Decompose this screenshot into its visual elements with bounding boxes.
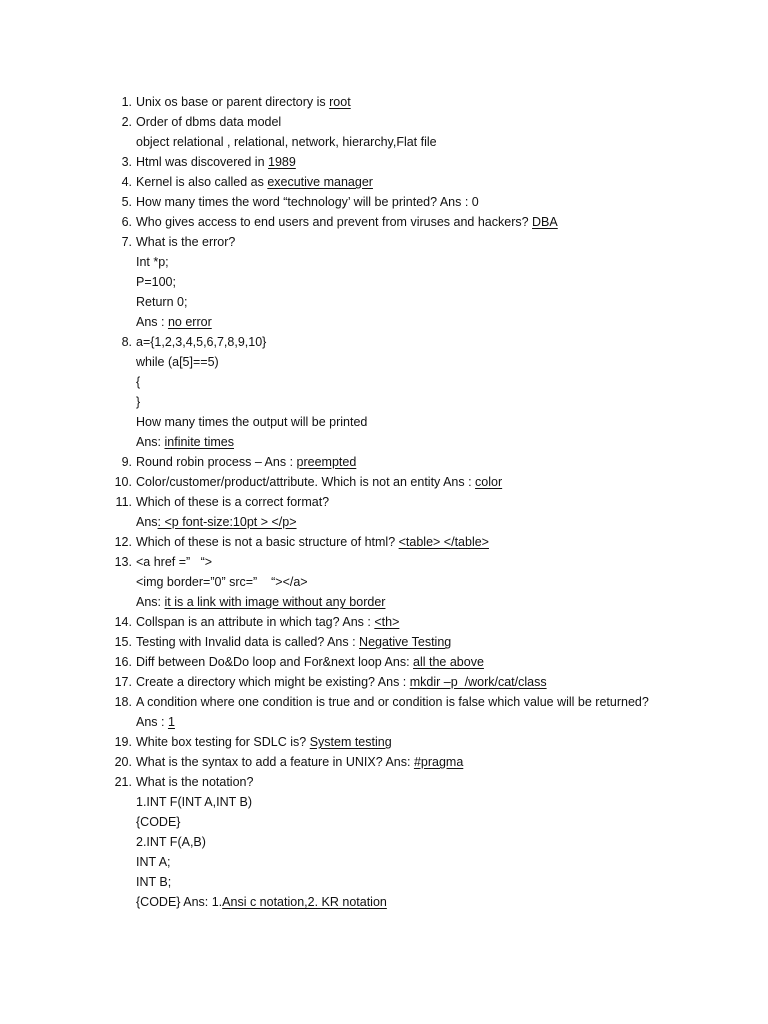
answer-underlined: System testing bbox=[309, 735, 392, 749]
text-segment: Diff between Do&Do loop and For&next loop Ans: bbox=[136, 655, 414, 669]
line-text bbox=[136, 92, 351, 112]
list-number: 17. bbox=[114, 675, 132, 689]
line-text bbox=[136, 452, 356, 472]
question-line bbox=[110, 232, 760, 252]
line-text bbox=[136, 592, 385, 612]
list-number: 14. bbox=[114, 615, 132, 629]
text-segment: A condition where one condition is true and or condition is false which value will be returned? bbox=[136, 695, 649, 709]
list-number: 20. bbox=[114, 755, 132, 769]
line-text bbox=[136, 312, 212, 332]
continuation-line bbox=[110, 392, 760, 412]
list-number: 16. bbox=[114, 655, 132, 669]
text-segment: Return 0; bbox=[136, 295, 188, 309]
list-number: 11. bbox=[115, 495, 132, 509]
continuation-line bbox=[110, 852, 760, 872]
text-segment: Ans : bbox=[136, 315, 168, 329]
question-line bbox=[110, 112, 760, 132]
list-number: 8. bbox=[121, 335, 132, 349]
text-segment: Ans : bbox=[136, 715, 168, 729]
line-text bbox=[136, 692, 649, 712]
continuation-line bbox=[110, 512, 760, 532]
list-number: 13. bbox=[114, 555, 132, 569]
text-segment: <img border=”0” src=” “></a> bbox=[136, 575, 308, 589]
continuation-line bbox=[110, 832, 760, 852]
continuation-line bbox=[110, 872, 760, 892]
text-segment: Testing with Invalid data is called? Ans : bbox=[136, 635, 360, 649]
text-segment: INT B; bbox=[136, 875, 172, 889]
text-segment: Int *p; bbox=[136, 255, 169, 269]
line-text bbox=[136, 472, 502, 492]
continuation-line bbox=[110, 372, 760, 392]
line-text bbox=[136, 792, 252, 812]
answer-underlined: Ansi c notation,2. KR notation bbox=[222, 895, 387, 909]
text-segment: Ans bbox=[136, 515, 158, 529]
text-segment: What is the error? bbox=[136, 235, 236, 249]
answer-underlined: <th> bbox=[374, 615, 400, 629]
line-text bbox=[136, 552, 212, 572]
continuation-line bbox=[110, 432, 760, 452]
line-text bbox=[136, 752, 463, 772]
question-line bbox=[110, 92, 760, 112]
text-segment: a={1,2,3,4,5,6,7,8,9,10} bbox=[136, 335, 267, 349]
continuation-line bbox=[110, 712, 760, 732]
text-segment: <a href =” “> bbox=[136, 555, 213, 569]
line-text bbox=[136, 612, 399, 632]
list-number: 18. bbox=[114, 695, 132, 709]
line-text bbox=[136, 212, 558, 232]
question-line bbox=[110, 152, 760, 172]
continuation-line bbox=[110, 252, 760, 272]
text-segment: P=100; bbox=[136, 275, 176, 289]
question-line bbox=[110, 652, 760, 672]
line-text bbox=[136, 112, 281, 132]
question-line bbox=[110, 452, 760, 472]
list-number: 15. bbox=[114, 635, 132, 649]
answer-underlined: : <p font-size:10pt > </p> bbox=[157, 515, 297, 529]
text-segment: How many times the output will be printed bbox=[136, 415, 368, 429]
text-segment: Order of dbms data model bbox=[136, 115, 282, 129]
text-segment: {CODE} Ans: 1. bbox=[136, 895, 223, 909]
list-number: 9. bbox=[121, 455, 132, 469]
line-text bbox=[136, 832, 206, 852]
text-segment: } bbox=[136, 395, 141, 409]
line-text bbox=[136, 152, 296, 172]
line-text bbox=[136, 772, 253, 792]
text-segment: while (a[5]==5) bbox=[136, 355, 219, 369]
question-line bbox=[110, 172, 760, 192]
continuation-line bbox=[110, 292, 760, 312]
answer-underlined: Negative Testing bbox=[359, 635, 452, 649]
line-text bbox=[136, 172, 373, 192]
answer-underlined: it is a link with image without any border bbox=[164, 595, 386, 609]
answer-underlined: root bbox=[329, 95, 351, 109]
answer-underlined: <table> </table> bbox=[398, 535, 489, 549]
question-line bbox=[110, 672, 760, 692]
text-segment: Html was discovered in bbox=[136, 155, 268, 169]
question-line bbox=[110, 492, 760, 512]
text-segment: Who gives access to end users and prevent from viruses and hackers? bbox=[136, 215, 533, 229]
question-line bbox=[110, 212, 760, 232]
line-text bbox=[136, 652, 484, 672]
continuation-line bbox=[110, 592, 760, 612]
text-segment: { bbox=[136, 375, 141, 389]
line-text bbox=[136, 632, 451, 652]
text-segment: Round robin process – Ans : bbox=[136, 455, 297, 469]
continuation-line bbox=[110, 892, 760, 912]
answer-underlined: DBA bbox=[532, 215, 558, 229]
answer-underlined: 1989 bbox=[268, 155, 296, 169]
text-segment: Ans: bbox=[136, 435, 165, 449]
text-segment: 1.INT F(INT A,INT B) bbox=[136, 795, 252, 809]
answer-underlined: infinite times bbox=[164, 435, 234, 449]
question-line bbox=[110, 472, 760, 492]
line-text bbox=[136, 532, 489, 552]
list-number: 1. bbox=[121, 95, 132, 109]
line-text bbox=[136, 812, 180, 832]
line-text bbox=[136, 132, 437, 152]
list-number: 5. bbox=[121, 195, 132, 209]
continuation-line bbox=[110, 132, 760, 152]
answer-underlined: mkdir –p /work/cat/class bbox=[409, 675, 547, 689]
continuation-line bbox=[110, 312, 760, 332]
line-text bbox=[136, 192, 479, 212]
list-number: 4. bbox=[121, 175, 132, 189]
answer-underlined: all the above bbox=[413, 655, 484, 669]
line-text bbox=[136, 512, 297, 532]
text-segment: Kernel is also called as bbox=[136, 175, 268, 189]
text-segment: object relational , relational, network, hierarchy,Flat file bbox=[136, 135, 437, 149]
text-segment: 2.INT F(A,B) bbox=[136, 835, 206, 849]
line-text bbox=[136, 432, 234, 452]
line-text bbox=[136, 272, 176, 292]
continuation-line bbox=[110, 412, 760, 432]
question-line bbox=[110, 732, 760, 752]
line-text bbox=[136, 332, 266, 352]
text-segment: INT A; bbox=[136, 855, 171, 869]
line-text bbox=[136, 412, 367, 432]
answer-underlined: executive manager bbox=[267, 175, 373, 189]
question-line bbox=[110, 532, 760, 552]
line-text bbox=[136, 732, 392, 752]
line-text bbox=[136, 292, 187, 312]
question-line bbox=[110, 612, 760, 632]
text-segment: Which of these is a correct format? bbox=[136, 495, 330, 509]
line-text bbox=[136, 492, 329, 512]
text-segment: How many times the word “technology’ will be printed? Ans : 0 bbox=[136, 195, 479, 209]
text-segment: What is the syntax to add a feature in UNIX? Ans: bbox=[136, 755, 414, 769]
text-segment: What is the notation? bbox=[136, 775, 254, 789]
document-page bbox=[110, 92, 760, 912]
question-line bbox=[110, 632, 760, 652]
continuation-line bbox=[110, 812, 760, 832]
line-text bbox=[136, 352, 219, 372]
line-text bbox=[136, 232, 235, 252]
line-text bbox=[136, 252, 169, 272]
text-segment: Collspan is an attribute in which tag? Ans : bbox=[136, 615, 375, 629]
question-line bbox=[110, 692, 760, 712]
line-text bbox=[136, 712, 175, 732]
list-number: 10. bbox=[114, 475, 132, 489]
answer-underlined: no error bbox=[167, 315, 212, 329]
line-text bbox=[136, 372, 140, 392]
text-segment: Unix os base or parent directory is bbox=[136, 95, 330, 109]
list-number: 12. bbox=[114, 535, 132, 549]
continuation-line bbox=[110, 572, 760, 592]
answer-underlined: 1 bbox=[167, 715, 175, 729]
line-text bbox=[136, 852, 171, 872]
question-line bbox=[110, 192, 760, 212]
question-line bbox=[110, 332, 760, 352]
question-line bbox=[110, 752, 760, 772]
answer-underlined: #pragma bbox=[413, 755, 464, 769]
text-segment: Which of these is not a basic structure of html? bbox=[136, 535, 399, 549]
answer-underlined: color bbox=[475, 475, 503, 489]
question-line bbox=[110, 772, 760, 792]
line-text bbox=[136, 392, 140, 412]
text-segment: {CODE} bbox=[136, 815, 181, 829]
list-number: 7. bbox=[121, 235, 132, 249]
line-text bbox=[136, 892, 387, 912]
line-text bbox=[136, 672, 547, 692]
list-number: 6. bbox=[121, 215, 132, 229]
text-segment: Ans: bbox=[136, 595, 165, 609]
continuation-line bbox=[110, 272, 760, 292]
text-segment: Color/customer/product/attribute. Which is not an entity Ans : bbox=[136, 475, 476, 489]
list-number: 21. bbox=[114, 775, 132, 789]
text-segment: Create a directory which might be existing? Ans : bbox=[136, 675, 410, 689]
line-text bbox=[136, 572, 308, 592]
question-line bbox=[110, 552, 760, 572]
list-number: 19. bbox=[114, 735, 132, 749]
list-number: 2. bbox=[121, 115, 132, 129]
answer-underlined: preempted bbox=[296, 455, 357, 469]
text-segment: White box testing for SDLC is? bbox=[136, 735, 310, 749]
continuation-line bbox=[110, 792, 760, 812]
line-text bbox=[136, 872, 171, 892]
list-number: 3. bbox=[121, 155, 132, 169]
continuation-line bbox=[110, 352, 760, 372]
